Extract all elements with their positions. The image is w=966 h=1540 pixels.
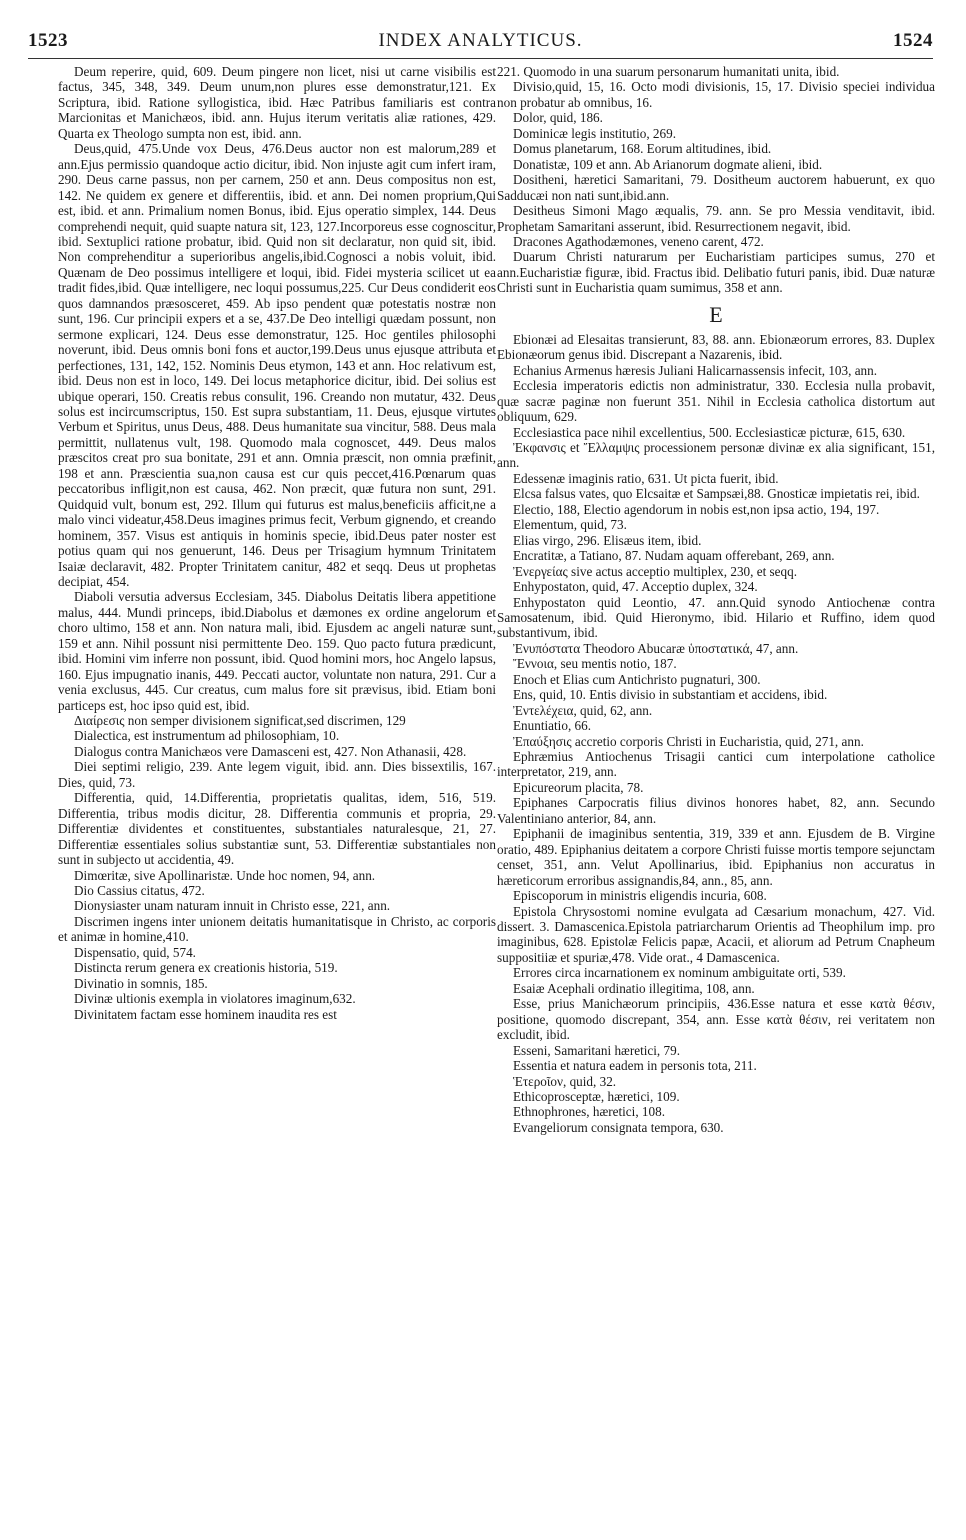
- index-entry: Dominicæ legis institutio, 269.: [513, 125, 677, 141]
- index-entry: Elementum, quid, 73.: [513, 517, 627, 533]
- index-entry: Differentia, quid, 14.Differentia, proprietatis qualitas, idem, 516, 519. Differentia, tribus modis dicitur, 28. Differentia communis et propria, 29. Differentiæ dividentes et constituentes, substantiales naturalesque, 21, 27. Differentiæ essentiales solius substantiæ sunt, 53. Differentiæ substantiales non sunt in subjecto ut accidentia, 49.: [58, 790, 496, 868]
- index-entry: Dositheni, hæretici Samaritani, 79. Dositheum auctorem habuerunt, ex quo Sadducæi non nati sunt,ibid.ann.: [497, 172, 935, 203]
- index-entry: Ἐπαύξησις accretio corporis Christi in Eucharistia, quid, 271, ann.: [513, 733, 864, 749]
- index-entry: Evangeliorum consignata tempora, 630.: [513, 1119, 724, 1135]
- index-entry: 221. Quomodo in una suarum personarum humanitati unita, ibid.: [497, 64, 840, 79]
- section-letter: E: [709, 301, 723, 327]
- index-entry: Dio Cassius citatus, 472.: [74, 883, 205, 899]
- right-column-d-entries: [497, 64, 935, 296]
- index-entry: Ebionæi ad Elesaitas transierunt, 83, 88. ann. Ebionæorum errores, 83. Duplex Ebionæorum genus ibid. Discrepant a Nazarenis, ibid.: [497, 331, 935, 363]
- page-header: [28, 30, 933, 54]
- index-entry: Diei septimi religio, 239. Ante legem viguit, ibid. ann. Dies bissextilis, 167. Dies, quid, 73.: [58, 759, 496, 790]
- index-entry: Ecclesia imperatoris edictis non administratur, 330. Ecclesia nulla probavit, quæ sacræ paginæ non fuerunt 351. Nihil in Ecclesia catholica distortum aut obliquum, 629.: [497, 378, 935, 425]
- index-entry: Esse, prius Manichæorum principiis, 436.Esse natura et esse κατὰ θέσιν, positione, quomodo discrepant, 354, ann. Esse κατὰ θέσιν, rei veritatem non excludit, ibid.: [497, 996, 935, 1043]
- index-entry: Dimœritæ, sive Apollinaristæ. Unde hoc nomen, 94, ann.: [74, 867, 376, 883]
- index-entry: Enhypostaton, quid, 47. Acceptio duplex, 324.: [513, 579, 758, 595]
- index-entry: Deus,quid, 475.Unde vox Deus, 476.Deus auctor non est malorum,289 et ann.Ejus permissio quandoque actio dicitur, ibid. Non injuste agit cum infert iram, 290. Deus carne passus, non per carnem, 250 et ann. Deus compositus non est, 142. Ne quidem ex genere et differentiis, ibid. et ann. Dei nomen proprium,Qui est, ibid. et ann. Primalium nomen Bonus, ibid. Ejus operatio simplex, 144. Deus comprehendi nequit, quid suapte natura sit, 123, 127.Incorporeus esse cognoscitur, ibid. Sextuplici ratione probatur, ibid. Quid non sit declaratur, non quid sit, ibid. Non comprehenditur a superioribus angelis,ibid.Cognosci a nobis voluit, ibid. Quænam de Deo possimus intelligere et loqui, ibid. Fidei mysteria scilicet ut ea tradit fides,ibid. Quæ intelligere, nec loqui possumus,225. Cur Deus condiderit eos quos damnandos præsosceret, 459. Ab ipso pendent quæ potestatis nostræ non sunt, 196. Cur principii expers et a se, 437.De Deo intelligi quædam possunt, non sermone explicari, 124. Deus esse demonstratur, 125. Hoc gentiles philosophi noverunt, ibid. Deus omnis boni fons et auctor,199.Deus unus ejusque attributa et perfectiones, 131, 142, 152. Nominis Deus etymon, 143 et ann. Hoc relativum est, ibid. Deus non est in loco, 149. Dei locus metaphorice dicitur, ibid. Dei solius est ubique operari, 150. Creatis rebus consulit, 196. Creando non mutatur, 432. Deus solus est incircumscriptus, 150. Est supra substantiam, 11. Deus, ejusque virtutes Verbum et Spiritus, unus Deus, 488. Deus humanitate sua vincitur, 588. Deus mala permittit, nullatenus vult, 198. Quomodo mala cognoscet, 449. Deus malos præscitos creat pro sua bonitate, 291 et ann. Omnia præscit, non omnia præfinit, 198 et ann. Præscientia sua,non causa est cur quis peccet,416.Pœnarum quas peccatoribus infligit,non est causa, 462. Non præcit, quæ futura non sunt, 291. Quidquid vult, bonum est, 292. Illum qui futurus est malus,beneficiis afficit,ne a malo vinci videatur,458.Deus imagines primus fecit, Verbum gignendo, et creando hominem, 357. Visus est antiquis in hominis specie, ibid.Deus pater noster est potius quam qui nos genuerunt, 146. Deus per Trisagium hymnum Trinitatem Isaiæ declaravit, 482. Propter Trinitatem canitur, 482 et seqq. Deus ut prophetas decipiat, 454.: [58, 141, 496, 589]
- index-entry: Διαίρεσις non semper divisionem significat,sed discrimen, 129: [74, 713, 406, 729]
- index-entry: Epiphanes Carpocratis filius divinos honores habet, 82, ann. Secundo Valentiniano anterior, 84, ann.: [497, 795, 935, 826]
- page-title: INDEX ANALYTICUS.: [378, 30, 583, 51]
- index-entry: Electio, 188, Electio agendorum in nobis est,non ipsa actio, 194, 197.: [513, 501, 880, 517]
- index-entry: Enoch et Elias cum Antichristo pugnaturi, 300.: [513, 671, 761, 687]
- index-entry: Epicureorum placita, 78.: [513, 779, 644, 795]
- index-entry: Episcoporum in ministris eligendis incuria, 608.: [513, 888, 767, 904]
- index-entry: Epiphanii de imaginibus sententia, 319, 339 et ann. Ejusdem de B. Virgine oratio, 489. Epiphanius deitatem a corpore Christi fuisse mortis tempore sejunctam censet, 351, ann. Velut Apollinarius, ibid. Epiphanius non accuratus in hæreticorum erroribus assignandis,84, ann., 85, ann.: [497, 826, 936, 888]
- index-entry: Dialogus contra Manichæos vere Damasceni est, 427. Non Athanasii, 428.: [74, 743, 467, 759]
- index-entry: Desitheus Simoni Mago æqualis, 79. ann. Se pro Messia venditavit, ibid. Prophetam Samaritani asserunt, ibid. Resurrectionem negavit, ibid.: [497, 203, 935, 234]
- index-entry: Divinæ ultionis exempla in violatores imaginum,632.: [74, 991, 356, 1007]
- index-entry: Ephræmius Antiochenus Trisagii cantici cum interpolatione catholice interpretator, 219, ann.: [497, 749, 935, 780]
- index-entry: Esseni, Samaritani hæretici, 79.: [513, 1042, 681, 1058]
- index-entry: Distincta rerum genera ex creationis historia, 519.: [74, 960, 338, 976]
- index-entry: Ἐντελέχεια, quid, 62, ann.: [513, 702, 653, 718]
- index-entry: Esaiæ Acephali ordinatio illegitima, 108, ann.: [513, 980, 755, 996]
- index-entry: Enuntiatio, 66.: [513, 718, 592, 734]
- index-entry: Encratitæ, a Tatiano, 87. Nudam aquam offerebant, 269, ann.: [513, 548, 835, 564]
- index-entry: Edessenæ imaginis ratio, 631. Ut picta fuerit, ibid.: [513, 470, 779, 486]
- index-entry: Ἐνεργείας sive actus acceptio multiplex, 230, et seqq.: [513, 563, 798, 579]
- right-column: [497, 64, 935, 1135]
- index-entry: Ens, quid, 10. Entis divisio in substantiam et accidens, ibid.: [513, 687, 828, 703]
- index-entry: Dialectica, est instrumentum ad philosophiam, 10.: [74, 728, 340, 744]
- index-entry: Divinatio in somnis, 185.: [74, 975, 208, 991]
- index-entry: Essentia et natura eadem in personis tota, 211.: [513, 1058, 757, 1074]
- right-column-e-entries: [497, 332, 935, 1136]
- index-entry: Ecclesiastica pace nihil excellentius, 500. Ecclesiasticæ picturæ, 615, 630.: [513, 424, 906, 440]
- index-entry: Errores circa incarnationem ex nominum ambiguitate orti, 539.: [513, 965, 846, 981]
- index-entry: Dolor, quid, 186.: [513, 110, 603, 126]
- left-column: [58, 64, 496, 1022]
- page-number-left: 1523: [28, 30, 68, 51]
- index-entry: Divisio,quid, 15, 16. Octo modi divisionis, 15, 17. Divisio speciei individua non probatur ab omnibus, 16.: [497, 79, 935, 110]
- index-entry: Dionysiaster unam naturam innuit in Christo esse, 221, ann.: [74, 898, 391, 914]
- index-entry: Donatistæ, 109 et ann. Ab Arianorum dogmate alieni, ibid.: [513, 156, 823, 172]
- index-entry: Divinitatem factam esse hominem inaudita res est: [74, 1006, 337, 1022]
- index-entry: Ἐκφανσις et Ἔλλαμψις processionem personæ divinæ ex alia significant, 151, ann.: [497, 439, 935, 471]
- index-entry: Elcsa falsus vates, quo Elcsaitæ et Sampsæi,88. Gnosticæ impietatis rei, ibid.: [513, 486, 920, 502]
- index-entry: Domus planetarum, 168. Eorum altitudines, ibid.: [513, 141, 772, 157]
- index-entry: Deum reperire, quid, 609. Deum pingere non licet, nisi ut carne visibilis est factus, 345, 348, 349. Deum unum,non plures esse demonstratur,121. Ex Scriptura, ibid. Ratione syllogistica, ibid. Hæc Patribus familiaris est contra Marcionitas et Manichæos, ibid. ann. Hujus iterum veritatis aliæ rationes, 429. Quarta ex Theologo sumpta non est, ibid. ann.: [58, 64, 496, 141]
- index-entry: Ἔννοια, seu mentis notio, 187.: [513, 656, 677, 672]
- index-entry: Ἑτεροῖον, quid, 32.: [513, 1073, 617, 1089]
- index-entry: Discrimen ingens inter unionem deitatis humanitatisque in Christo, ac corporis et animæ in homine,410.: [58, 913, 496, 945]
- index-entry: Diaboli versutia adversus Ecclesiam, 345. Diabolus Deitatis libera appetitione malus, 444. Mundi princeps, ibid.Diabolus et dæmones ex ordine angelorum et choro ultimo, 158 et ann. Non natura mali, ibid. Ejusdem ac angeli naturæ sunt, 159 et ann. Nihil possunt nisi permittente Deo. 159. Quo pacto futura prædicunt, ibid. Homini vim inferre non possunt, ibid. Quod homini mors, hoc Angelo lapsus, 160. Ejus impugnatio inanis, 449. Peccati auctor, voluntate non natura, 291. Cur a venia exclusus, 445. Cur creatus, cum malus fore sit prævisus, ibid. Etiam boni particeps est, hoc ipso quid est, ibid.: [58, 589, 496, 713]
- index-entry: Epistola Chrysostomi nomine evulgata ad Cæsarium monachum, 427. Vid. dissert. 3. Damascenica.Epistola patriarcharum Orientis ad Theophilum imp. pro imaginibus, 628. Epistolæ Felicis papæ, Acacii, et aliorum ad Petrum Cnapheum suppositiiæ et spuriæ,478. Vide orat., 4 Damascenica.: [497, 903, 935, 965]
- index-entry: Ethicoprosceptæ, hæretici, 109.: [513, 1089, 680, 1104]
- index-entry: Ἐνυπόστατα Theodoro Abucaræ ὑποστατικά, 47, ann.: [513, 640, 799, 656]
- index-entry: Elias virgo, 296. Elisæus item, ibid.: [513, 532, 702, 548]
- index-entry: Duarum Christi naturarum per Eucharistiam participes sumus, 270 et ann.Eucharistiæ figuræ, ibid. Fractus ibid. Delibatio futuri panis, ibid. Duæ naturæ Christi sunt in Eucharistia quam sumimus, 358 et ann.: [497, 249, 935, 296]
- index-entry: Echanius Armenus hæresis Juliani Halicarnassensis infecit, 103, ann.: [513, 362, 878, 378]
- index-entry: Dispensatio, quid, 574.: [74, 944, 196, 960]
- index-entry: Ethnophrones, hæretici, 108.: [513, 1104, 665, 1120]
- page-number-right: 1524: [893, 30, 933, 51]
- header-rule: [28, 58, 933, 59]
- index-entry: Dracones Agathodæmones, veneno carent, 472.: [513, 233, 764, 249]
- index-entry: Enhypostaton quid Leontio, 47. ann.Quid synodo Antiochenæ contra Samosatenum, ibid. Quid Hieronymo, ibid. Hilario et Ruffino, idem quod substantivum, ibid.: [497, 594, 935, 641]
